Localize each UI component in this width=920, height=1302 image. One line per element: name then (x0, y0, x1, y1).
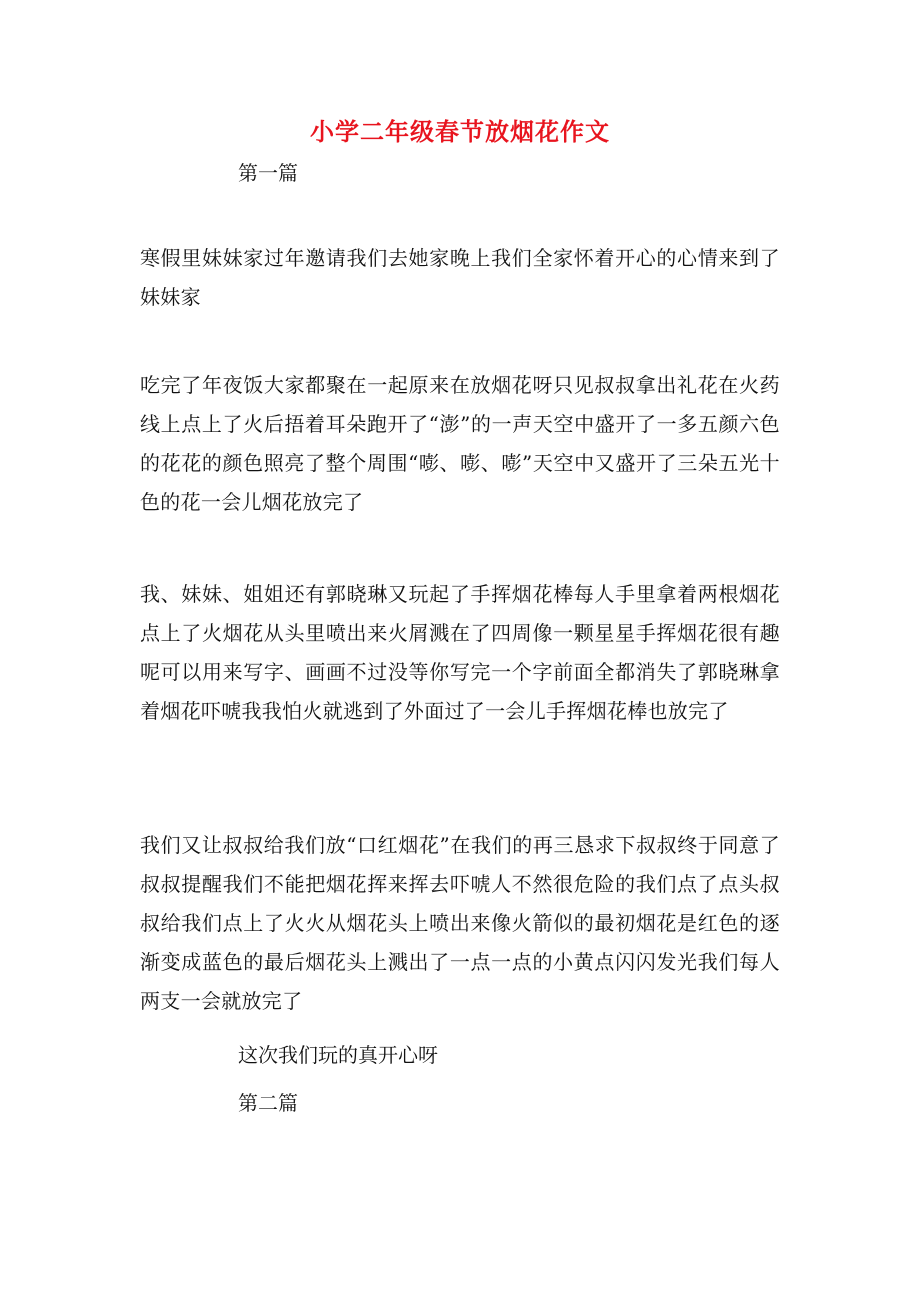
paragraph-2: 吃完了年夜饭大家都聚在一起原来在放烟花呀只见叔叔拿出礼花在火药线上点上了火后捂着耳朵跑开了“澎”的一声天空中盛开了一多五颜六色的花花的颜色照亮了整个周围“嘭、嘭、嘭”天空中又盛开了三朵五光十色的花一会儿烟花放完了 (140, 373, 780, 514)
closing-line: 这次我们玩的真开心呀 (238, 1043, 438, 1067)
document-title: 小学二年级春节放烟花作文 (310, 117, 610, 146)
paragraph-1: 寒假里妹妹家过年邀请我们去她家晚上我们全家怀着开心的心情来到了妹妹家 (140, 246, 780, 309)
paragraph-4: 我们又让叔叔给我们放“口红烟花”在我们的再三恳求下叔叔终于同意了叔叔提醒我们不能把烟花挥来挥去吓唬人不然很危险的我们点了点头叔叔给我们点上了火火从烟花头上喷出来像火箭似的最初烟花是红色的逐渐变成蓝色的最后烟花头上溅出了一点一点的小黄点闪闪发光我们每人两支一会就放完了 (140, 833, 780, 1013)
paragraph-3: 我、妹妹、姐姐还有郭晓琳又玩起了手挥烟花棒每人手里拿着两根烟花点上了火烟花从头里喷出来火屑溅在了四周像一颗星星手挥烟花很有趣呢可以用来写字、画画不过没等你写完一个字前面全都消失了郭晓琳拿着烟花吓唬我我怕火就逃到了外面过了一会儿手挥烟花棒也放完了 (140, 582, 780, 723)
section-heading-1: 第一篇 (238, 161, 298, 185)
section-heading-2: 第二篇 (238, 1091, 298, 1115)
